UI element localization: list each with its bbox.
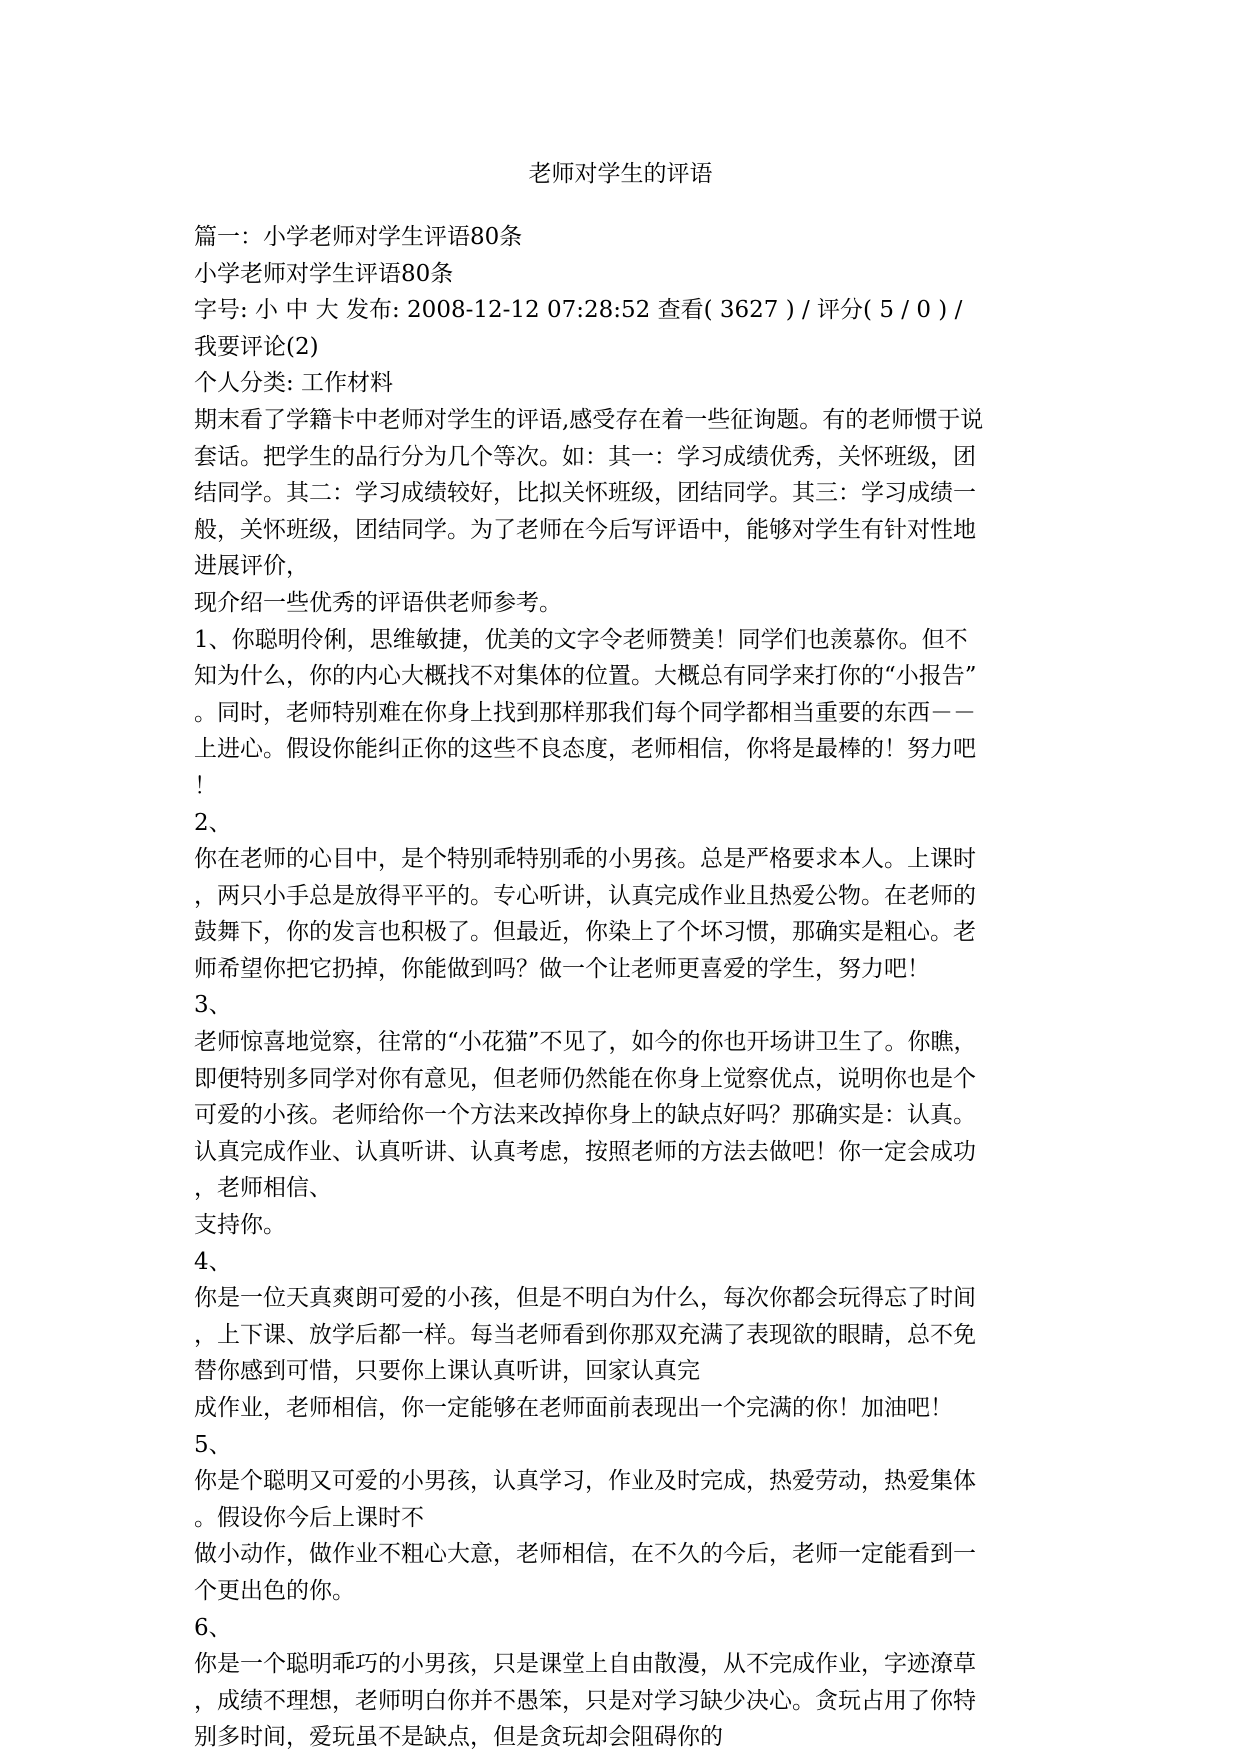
body-line: 小学老师对学生评语80条 (194, 260, 454, 287)
body-line: 6、 (194, 1614, 232, 1641)
body-line: 现介绍一些优秀的评语供老师参考。 (194, 589, 562, 616)
body-line: 期末看了学籍卡中老师对学生的评语,感受存在着一些征询题。有的老师惯于说 (194, 406, 984, 433)
body-line: 。假设你今后上课时不 (194, 1504, 424, 1531)
body-line: ！ (194, 772, 217, 799)
body-line: 。同时，老师特别难在你身上找到那样那我们每个同学都相当重要的东西－－ (194, 699, 976, 726)
body-line: 字号: 小 中 大 发布: 2008-12-12 07:28:52 查看( 3627 ) / 评分( 5 / 0 ) / (194, 297, 963, 324)
body-line: 4、 (194, 1248, 232, 1275)
body-line: 篇一：小学老师对学生评语80条 (194, 224, 523, 250)
body-line: 5、 (194, 1431, 232, 1458)
body-line: 套话。把学生的品行分为几个等次。如：其一：学习成绩优秀，关怀班级，团 (194, 443, 976, 470)
body-line: 上进心。假设你能纠正你的这些不良态度，老师相信，你将是最棒的！努力吧 (194, 736, 976, 763)
body-line: ，两只小手总是放得平平的。专心听讲，认真完成作业且热爱公物。在老师的 (194, 882, 976, 909)
body-line: ，上下课、放学后都一样。每当老师看到你那双充满了表现欲的眼睛，总不免 (194, 1321, 976, 1348)
body-line: 知为什么，你的内心大概找不对集体的位置。大概总有同学来打你的“小报告” (194, 663, 977, 690)
body-line: 你在老师的心目中，是个特别乖特别乖的小男孩。总是严格要求本人。上课时 (194, 846, 976, 873)
body-line: 3、 (194, 992, 232, 1019)
body-line: 替你感到可惜，只要你上课认真听讲，回家认真完 (194, 1358, 700, 1385)
body-line: 2、 (194, 809, 232, 836)
body-line: ，老师相信、 (194, 1175, 332, 1202)
body-line: 可爱的小孩。老师给你一个方法来改掉你身上的缺点好吗？那确实是：认真。 (194, 1102, 976, 1129)
body-line: 师希望你把它扔掉，你能做到吗？做一个让老师更喜爱的学生，努力吧！ (194, 955, 930, 982)
document-body (194, 219, 1054, 1756)
body-line: 别多时间，爱玩虽不是缺点，但是贪玩却会阻碍你的 (194, 1724, 723, 1751)
body-line: 支持你。 (194, 1212, 286, 1239)
body-line: 个更出色的你。 (194, 1577, 355, 1604)
body-line: 结同学。其二：学习成绩较好，比拟关怀班级，团结同学。其三：学习成绩一 (194, 480, 976, 507)
body-line: ，成绩不理想，老师明白你并不愚笨，只是对学习缺少决心。贪玩占用了你特 (194, 1687, 976, 1714)
body-line: 即便特别多同学对你有意见，但老师仍然能在你身上觉察优点，说明你也是个 (194, 1065, 976, 1092)
body-line: 进展评价， (194, 553, 309, 580)
body-line: 般，关怀班级，团结同学。为了老师在今后写评语中，能够对学生有针对性地 (194, 516, 976, 543)
body-line: 认真完成作业、认真听讲、认真考虑，按照老师的方法去做吧！你一定会成功 (194, 1138, 976, 1165)
body-line: 做小动作，做作业不粗心大意，老师相信，在不久的今后，老师一定能看到一 (194, 1541, 976, 1568)
body-line: 你是一个聪明乖巧的小男孩，只是课堂上自由散漫，从不完成作业，字迹潦草 (194, 1651, 976, 1678)
body-line: 我要评论(2) (194, 333, 319, 360)
body-line: 老师惊喜地觉察，往常的“小花猫”不见了，如今的你也开场讲卫生了。你瞧， (194, 1029, 977, 1056)
body-line: 成作业，老师相信，你一定能够在老师面前表现出一个完满的你！加油吧！ (194, 1395, 953, 1421)
body-line: 你是一位天真爽朗可爱的小孩，但是不明白为什么，每次你都会玩得忘了时间 (194, 1285, 976, 1312)
body-line: 你是个聪明又可爱的小男孩，认真学习，作业及时完成，热爱劳动，热爱集体 (194, 1468, 976, 1495)
page-title: 老师对学生的评语 (528, 161, 713, 187)
body-line: 个人分类: 工作材料 (194, 370, 394, 397)
body-line: 1、你聪明伶俐，思维敏捷，优美的文字令老师赞美！同学们也羡慕你。但不 (194, 626, 968, 653)
body-line: 鼓舞下，你的发言也积极了。但最近，你染上了个坏习惯，那确实是粗心。老 (194, 919, 976, 946)
